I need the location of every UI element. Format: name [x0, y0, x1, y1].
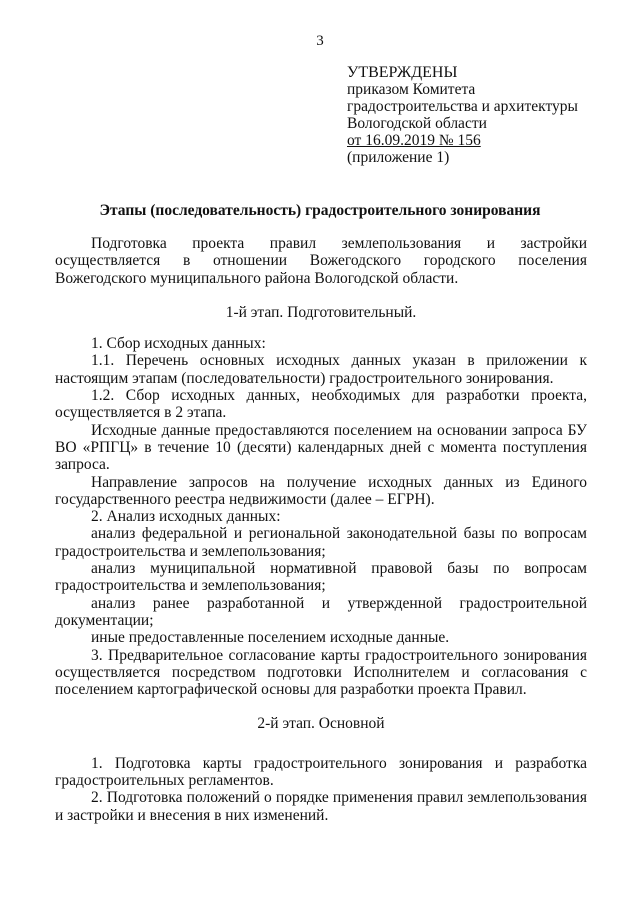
approval-line: приказом Комитета — [347, 81, 476, 98]
stage-2-paragraph: 2. Подготовка положений о порядке применения правил землепользования и застройки и внесения в них изменений. — [55, 789, 587, 824]
page-number: 3 — [316, 33, 324, 49]
stage-1-paragraph: иные предоставленные поселением исходные данные. — [91, 629, 450, 647]
stage-1-paragraph: анализ федеральной и региональной законодательной базы по вопросам градостроительства и землепользования; — [55, 525, 587, 560]
stage-1-heading: 1-й этап. Подготовительный. — [225, 303, 417, 321]
approval-block — [347, 64, 607, 166]
stage-1-paragraph: 1.2. Сбор исходных данных, необходимых для разработки проекта, осуществляется в 2 этапа. — [55, 387, 587, 422]
stage-2-paragraph: 1. Подготовка карты градостроительного зонирования и разработка градостроительных регламентов. — [55, 754, 587, 790]
stage-1-paragraph: 1.1. Перечень основных исходных данных указан в приложении к настоящим этапам (последовательности) градостроительного зонирования. — [55, 352, 587, 387]
stage-1-paragraph: 3. Предварительное согласование карты градостроительного зонирования осуществляется посредством подготовки Исполнителем и согласования с поселением картографической основы для разработки проекта Правил. — [55, 646, 587, 699]
stage-1-paragraph: 1. Сбор исходных данных: — [91, 335, 266, 353]
stage-2-heading: 2-й этап. Основной — [257, 715, 385, 733]
intro-paragraph: Подготовка проекта правил землепользования и застройки осуществляется в отношении Вожегодского городского поселения Вожегодского муниципального района Вологодской области. — [55, 235, 587, 287]
stage-1-paragraph: анализ ранее разработанной и утвержденной градостроительной документации; — [55, 594, 587, 629]
document-body — [55, 235, 587, 824]
approval-appendix: (приложение 1) — [347, 149, 450, 166]
approval-order-date: от 16.09.2019 № 156 — [347, 132, 481, 149]
approval-line: Вологодской области — [347, 115, 487, 132]
stage-1-paragraph: Направление запросов на получение исходных данных из Единого государственного реестра недвижимости (далее – ЕГРН). — [55, 473, 587, 508]
document-title: Этапы (последовательность) градостроительного зонирования — [99, 202, 541, 219]
stage-1-paragraph: 2. Анализ исходных данных: — [91, 508, 281, 526]
stage-1-paragraph: Исходные данные предоставляются поселением на основании запроса БУ ВО «РПГЦ» в течение 10 (десяти) календарных дней с момента поступления запроса. — [55, 421, 587, 474]
approval-heading: УТВЕРЖДЕНЫ — [347, 64, 458, 81]
approval-line: градостроительства и архитектуры — [347, 98, 578, 115]
stage-1-paragraph: анализ муниципальной нормативной правовой базы по вопросам градостроительства и землепользования; — [55, 560, 587, 595]
